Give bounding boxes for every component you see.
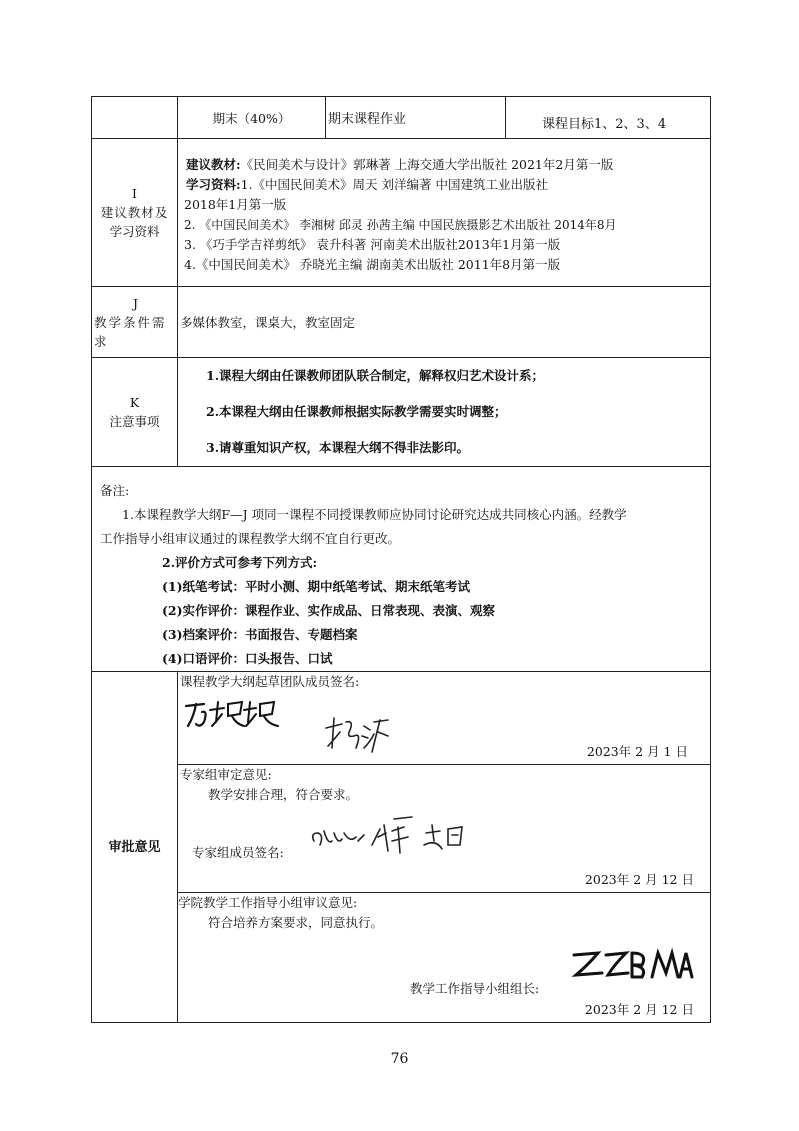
textbook-label-cell [92, 139, 178, 287]
notices-label-cell [92, 358, 178, 467]
conditions-label-cell [92, 287, 178, 358]
expert-sign-cell [178, 765, 711, 893]
approval-label-cell [92, 672, 178, 1023]
notice-item: 1.课程大纲由任课教师团队联合制定，解释权归艺术设计系； [206, 368, 545, 383]
expert-date: 2023年 2 月 12 日 [584, 872, 694, 887]
textbook-label: 建议教材: [186, 156, 241, 172]
note-line: (1)纸笔考试：平时小测、期中纸笔考试、期末纸笔考试 [162, 579, 471, 594]
handwritten-signature-icon [308, 811, 478, 861]
team-heading: 课程教学大纲起草团队成员签名: [180, 674, 360, 689]
final-weight-cell [178, 97, 326, 139]
section-label-line: 求 [94, 333, 107, 349]
material-item: 2018年1月第一版 [184, 196, 287, 212]
note-line: 2.评价方式可参考下列方式: [162, 555, 318, 570]
team-date: 2023年 2 月 1 日 [586, 744, 688, 759]
empty-label-cell [92, 97, 178, 139]
material-item: 4.《中国民间美术》 乔晓光主编 湖南美术出版社 2011年8月第一版 [184, 256, 561, 272]
conditions-content [178, 287, 711, 358]
college-date: 2023年 2 月 12 日 [584, 1002, 694, 1017]
page-number: 76 [390, 1051, 409, 1067]
textbook-text: 《民间美术与设计》郭琳著 上海交通大学出版社 2021年2月第一版 [240, 156, 614, 172]
section-letter-k: K [129, 395, 140, 410]
teaching-conditions-section [92, 287, 711, 358]
section-letter-i: I [132, 186, 137, 201]
final-goal-cell [506, 97, 711, 139]
note-line: (3)档案评价：书面报告、专题档案 [162, 627, 358, 642]
material-label: 学习资料: [186, 176, 241, 192]
college-heading: 学院教学工作指导小组审议意见: [178, 895, 358, 910]
conditions-text: 多媒体教室，课桌大，教室固定 [180, 315, 356, 330]
final-task: 期末课程作业 [328, 112, 407, 127]
handwritten-signature-icon [568, 943, 698, 985]
approval-label: 审批意见 [108, 839, 161, 855]
expert-sign-label: 专家组成员签名: [192, 845, 284, 860]
section-label-line: 建议教材及 [100, 205, 169, 220]
expert-heading: 专家组审定意见: [180, 767, 272, 782]
textbook-section [92, 139, 711, 287]
final-assessment-row [92, 97, 711, 139]
section-letter-j: J [132, 295, 138, 311]
notes-section [92, 467, 711, 672]
notices-section [92, 358, 711, 467]
material-item: 2. 《中国民间美术》 李湘树 邱灵 孙茜主编 中国民族摄影艺术出版社 2014年8月 [184, 217, 617, 232]
handwritten-signature-icon [324, 712, 394, 754]
note-line: (4)口语评价：口头报告、口试 [162, 651, 333, 666]
section-label-line: 注意事项 [109, 414, 160, 429]
note-line: 工作指导小组审议通过的课程教学大纲不宜自行更改。 [100, 531, 401, 546]
expert-opinion: 教学安排合理，符合要求。 [208, 787, 359, 802]
section-label-line: 学习资料 [109, 224, 160, 239]
notes-content [92, 467, 711, 672]
college-sign-cell [178, 893, 711, 1023]
approval-college-row [92, 893, 711, 1023]
final-task-cell [326, 97, 506, 139]
material-item: 3. 《巧手学吉祥剪纸》 袁升科著 河南美术出版社2013年1月第一版 [184, 236, 561, 252]
note-line: 1.本课程教学大纲F—J 项同一课程不同授课教师应协同讨论研究达成共同核心内涵。经教学 [122, 507, 627, 522]
handwritten-signature-icon [182, 696, 282, 730]
notice-item: 2.本课程大纲由任课教师根据实际教学需要实时调整； [206, 404, 507, 419]
textbook-content [178, 139, 711, 287]
notes-heading: 备注: [100, 483, 130, 498]
syllabus-table [91, 96, 711, 1023]
note-line: (2)实作评价：课程作业、实作成品、日常表现、表演、观察 [162, 603, 496, 618]
final-weight: 期末（40%） [212, 110, 291, 126]
notices-content [178, 358, 711, 467]
material-item: 1.《中国民间美术》周天 刘洋编著 中国建筑工业出版社 [240, 176, 548, 192]
section-label-line: 教学条件需 [94, 314, 167, 330]
college-opinion: 符合培养方案要求，同意执行。 [208, 915, 384, 930]
approval-team-row [92, 672, 711, 765]
college-sign-label: 教学工作指导小组组长: [410, 981, 540, 996]
approval-expert-row [92, 765, 711, 893]
team-sign-cell [178, 672, 711, 765]
notice-item: 3.请尊重知识产权，本课程大纲不得非法影印。 [206, 440, 470, 455]
final-goal: 课程目标1、2、3、4 [542, 117, 667, 132]
